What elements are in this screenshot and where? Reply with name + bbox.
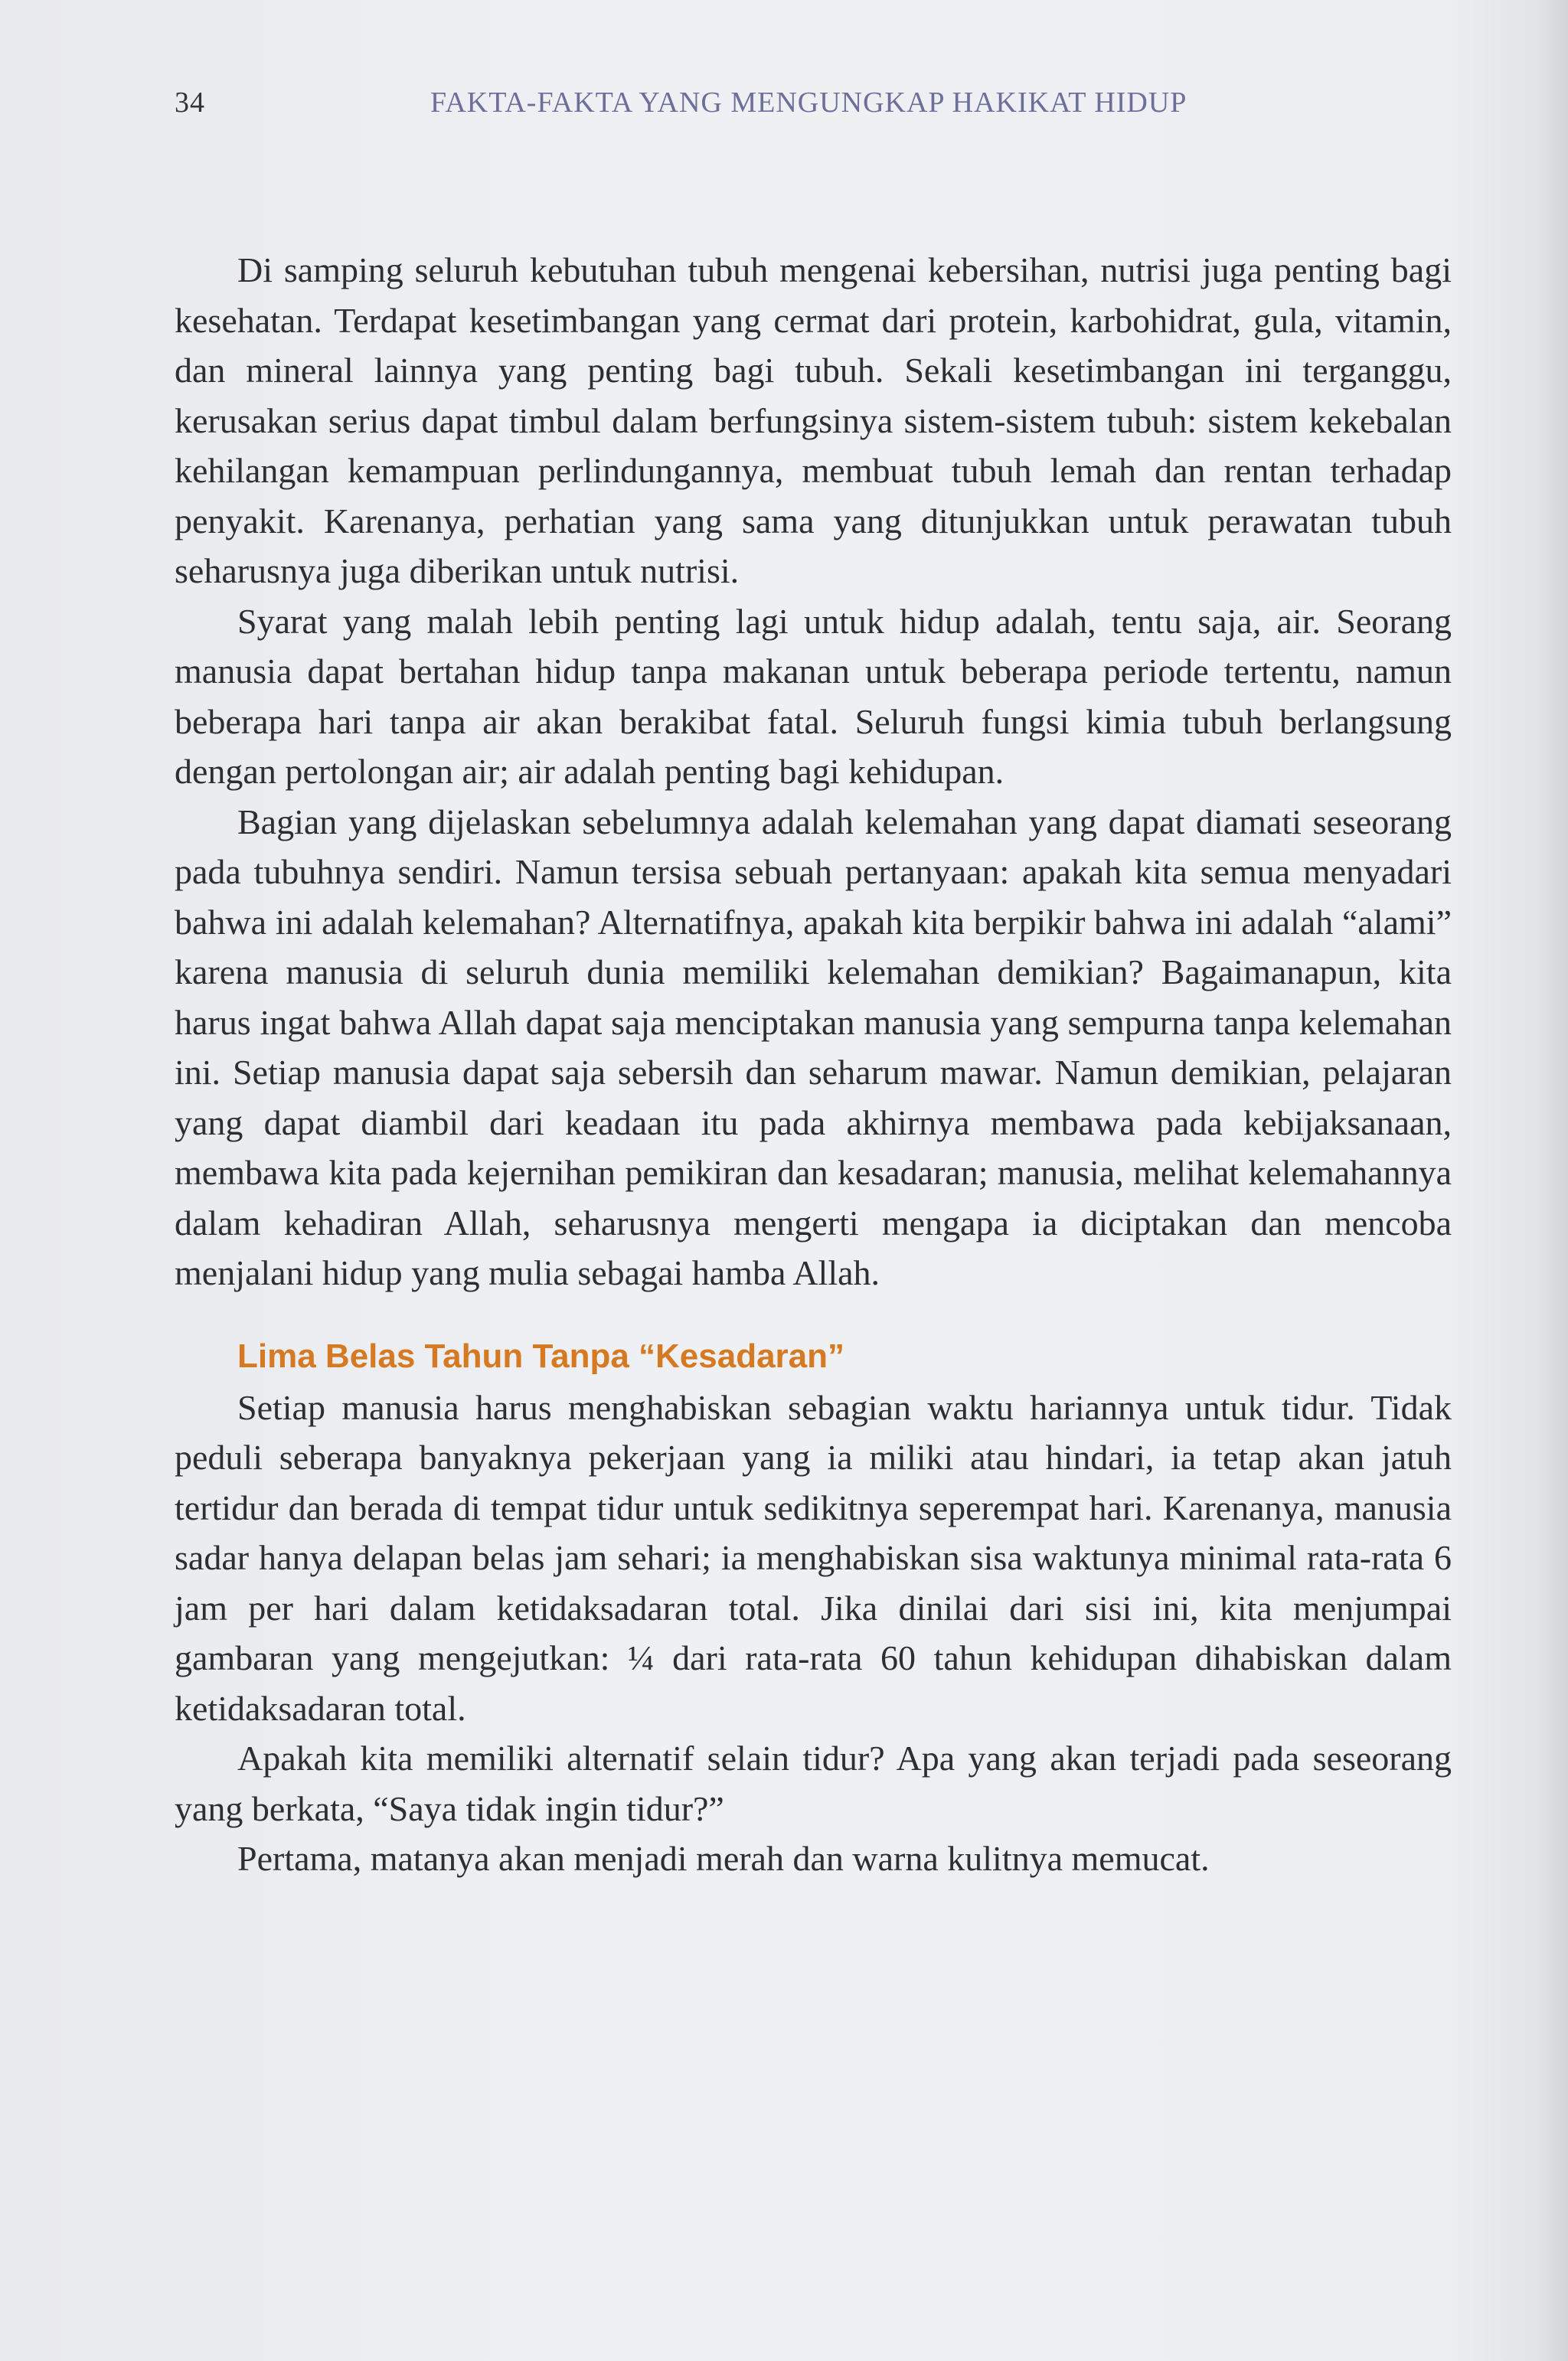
paragraph: Apakah kita memiliki alternatif selain tidur? Apa yang akan terjadi pada seseorang yang berkata, “Saya tidak ingin tidur?”	[175, 1739, 1452, 1828]
paragraph: Pertama, matanya akan menjadi merah dan warna kulitnya memucat.	[237, 1839, 1210, 1878]
page-edge-shadow	[1537, 0, 1568, 2361]
paragraph: Setiap manusia harus menghabiskan sebagian waktu hariannya untuk tidur. Tidak peduli seberapa banyaknya pekerjaan yang ia miliki atau hindari, ia tetap akan jatuh tertidur dan berada di tempat tidur untuk sedikitnya seperempat hari. Karenanya, manusia sadar hanya delapan belas jam sehari; ia menghabiskan sisa waktunya minimal rata-rata 6 jam per hari dalam ketidaksadaran total. Jika dinilai dari sisi ini, kita menjumpai gambaran yang mengejutkan: ¼ dari rata-rata 60 tahun kehidupan dihabiskan dalam ketidaksadaran total.	[175, 1387, 1452, 1728]
page-number: 34	[175, 87, 205, 119]
paragraph: Di samping seluruh kebutuhan tubuh mengenai kebersihan, nutrisi juga penting bagi kesehatan. Terdapat kesetimbangan yang cermat dari protein, karbohidrat, gula, vitamin, dan mineral lainnya yang penting bagi tubuh. Sekali kesetimbangan ini terganggu, kerusakan serius dapat timbul dalam berfungsinya sistem-sistem tubuh: sistem kekebalan kehilangan kemampuan perlindungannya, membuat tubuh lemah dan rentan terhadap penyakit. Karenanya, perhatian yang sama yang ditunjukkan untuk perawatan tubuh seharusnya juga diberikan untuk nutrisi.	[175, 250, 1452, 590]
running-title: FAKTA-FAKTA YANG MENGUNGKAP HAKIKAT HIDUP	[430, 87, 1187, 119]
body-text	[175, 245, 1452, 1884]
paragraph: Bagian yang dijelaskan sebelumnya adalah kelemahan yang dapat diamati seseorang pada tubuhnya sendiri. Namun tersisa sebuah pertanyaan: apakah kita semua menyadari bahwa ini adalah kelemahan? Alternatifnya, apakah kita berpikir bahwa ini adalah “alami” karena manusia di seluruh dunia memiliki kelemahan demikian? Bagaimanapun, kita harus ingat bahwa Allah dapat saja menciptakan manusia yang sempurna tanpa kelemahan ini. Setiap manusia dapat saja sebersih dan seharum mawar. Namun demikian, pelajaran yang dapat diambil dari keadaan itu pada akhirnya membawa pada kebijaksanaan, membawa kita pada kejernihan pemikiran dan kesadaran; manusia, melihat kelemahannya dalam kehadiran Allah, seharusnya mengerti mengapa ia diciptakan dan mencoba menjalani hidup yang mulia sebagai hamba Allah.	[175, 802, 1452, 1292]
section-heading: Lima Belas Tahun Tanpa “Kesadaran”	[237, 1337, 845, 1375]
running-head	[175, 86, 1476, 132]
paragraph: Syarat yang malah lebih penting lagi untuk hidup adalah, tentu saja, air. Seorang manusia dapat bertahan hidup tanpa makanan untuk beberapa periode tertentu, namun beberapa hari tanpa air akan berakibat fatal. Seluruh fungsi kimia tubuh berlangsung dengan pertolongan air; air adalah penting bagi kehidupan.	[175, 601, 1452, 791]
